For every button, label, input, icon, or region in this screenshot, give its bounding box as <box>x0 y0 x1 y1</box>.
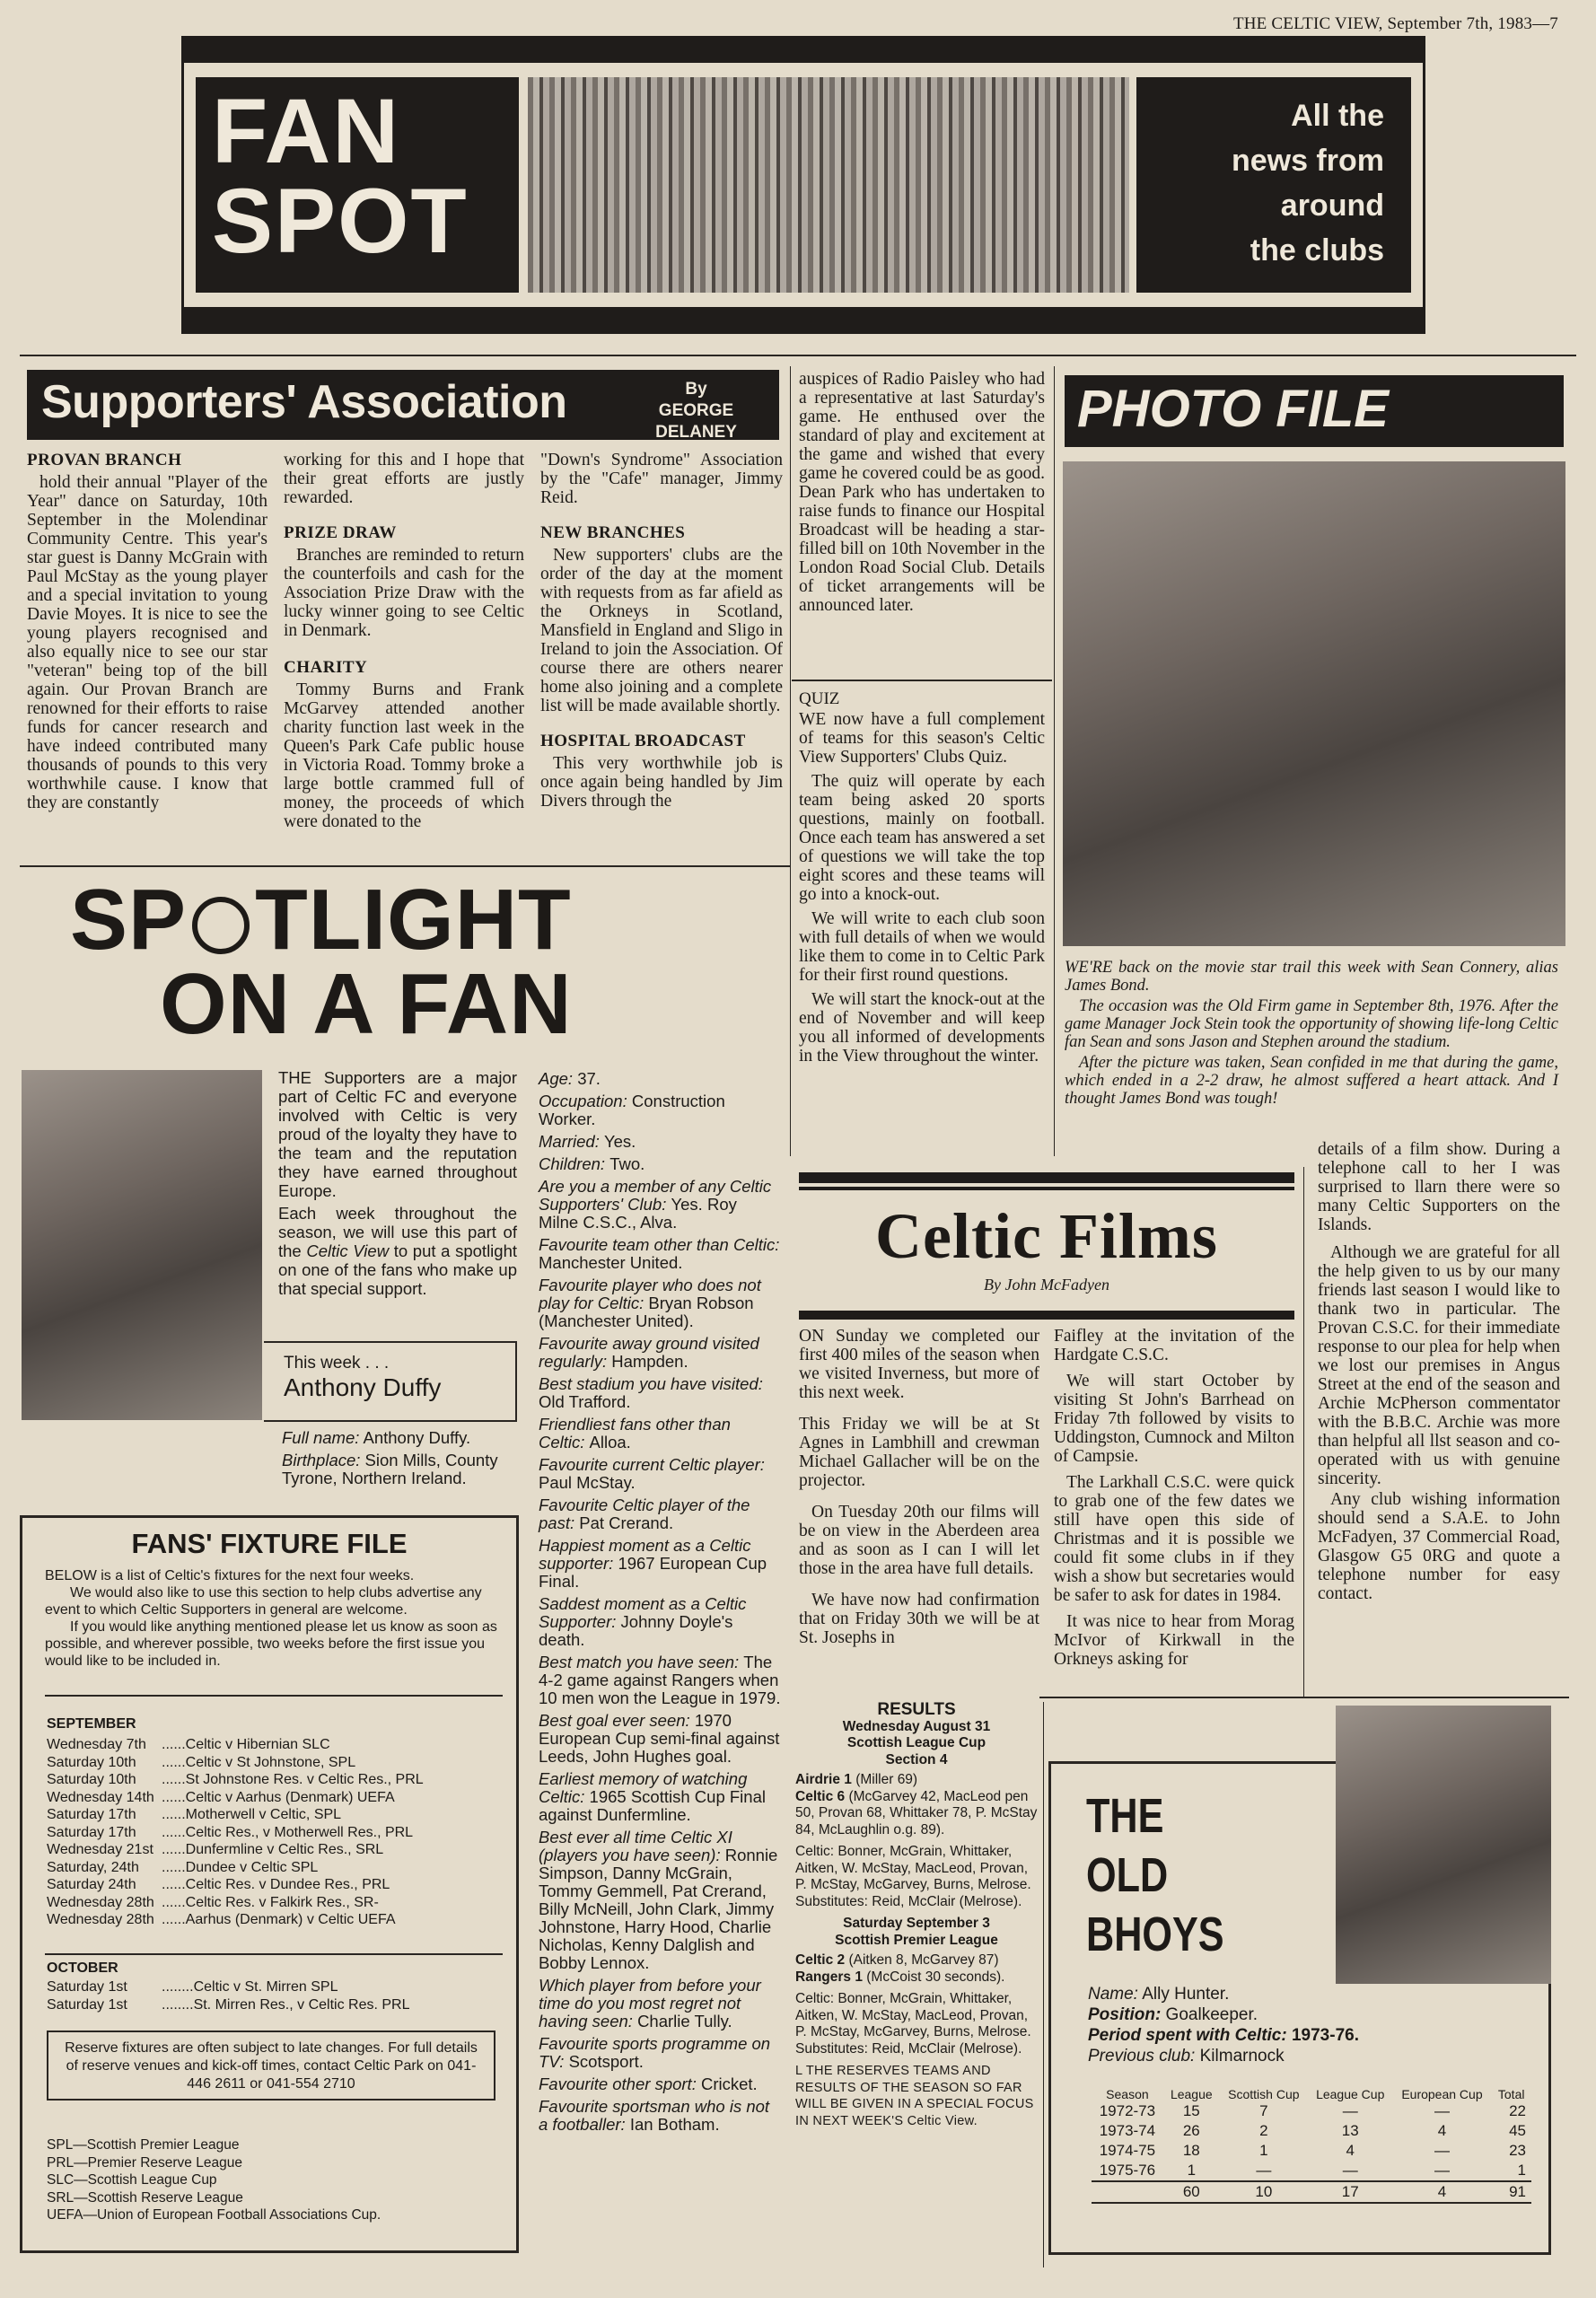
october-head: OCTOBER <box>47 1960 118 1976</box>
hospital-text: This very worthwhile job is once again being handled by Jim Divers through the <box>540 754 783 811</box>
table-row <box>1092 2161 1531 2181</box>
qa-item <box>539 1595 781 1649</box>
qa-question: Favourite current Celtic player: <box>539 1455 765 1474</box>
qa-question: Children: <box>539 1154 610 1173</box>
table-cell: 1 <box>1187 2162 1197 2179</box>
qa-item <box>539 1092 781 1128</box>
column-rule <box>1054 366 1055 1156</box>
qa-question: Favourite player who does not play for Celtic: <box>539 1276 761 1312</box>
qa-question: Favourite Celtic player of the past: <box>539 1495 750 1532</box>
quiz-rule <box>792 680 1052 681</box>
fixture-row <box>47 1841 504 1859</box>
fan-spot-logo <box>196 77 519 293</box>
fixture-date: Saturday 10th <box>47 1772 136 1787</box>
qa-answer: Scotsport. <box>568 2052 644 2071</box>
qa-answer: Paul McStay. <box>539 1473 636 1492</box>
table-header-row <box>1092 2088 1531 2101</box>
fixture-date: Saturday 17th <box>47 1807 136 1822</box>
table-cell: — <box>1434 2102 1450 2119</box>
qa-answer: Two. <box>609 1154 645 1173</box>
charity-text: Tommy Burns and Frank McGarvey attended another charity function last week in the Queen's Park Cafe public house in Victoria Road. Tommy broke a large bottle crammed full of money, the proceeds of which were donated to the <box>284 680 524 831</box>
table-header: European Cup <box>1401 2087 1483 2101</box>
quiz-head: QUIZ <box>799 689 840 708</box>
qa-item <box>539 1155 781 1173</box>
qa-answer: Pat Crerand. <box>579 1513 674 1532</box>
qa-answer: Johnny Doyle's death. <box>539 1612 733 1649</box>
table-header: Scottish Cup <box>1228 2087 1300 2101</box>
spotlight-lamp-icon <box>192 897 250 954</box>
table-cell: 1972-73 <box>1099 2102 1156 2119</box>
qa-answer: Ian Botham. <box>629 2115 720 2134</box>
qa-answer: 1967 European Cup Final. <box>539 1554 767 1591</box>
table-row <box>1092 2101 1531 2121</box>
qa-answer: 1970 European Cup semi-final against Leeds, John Hughes goal. <box>539 1711 780 1766</box>
qa-answer: Charlie Tully. <box>637 2012 732 2030</box>
table-header: Season <box>1106 2087 1149 2101</box>
qa-answer: Alloa. <box>589 1433 631 1452</box>
table-cell: — <box>1434 2162 1450 2179</box>
table-cell: 26 <box>1182 2122 1200 2139</box>
table-cell: — <box>1256 2162 1272 2179</box>
table-cell: 1 <box>1259 2142 1268 2159</box>
masthead-rule <box>20 355 1576 356</box>
table-cell: 23 <box>1509 2142 1526 2159</box>
qa-answer: Old Trafford. <box>539 1392 631 1411</box>
fixture-row <box>47 1806 504 1824</box>
qa-answer: The 4-2 game against Rangers when 10 men won the League in 1979. <box>539 1653 781 1707</box>
fixture-row <box>47 1978 504 1996</box>
table-cell: 2 <box>1259 2122 1268 2139</box>
column-rule <box>790 366 791 1156</box>
table-cell: — <box>1342 2162 1358 2179</box>
qa-item <box>539 1070 781 1088</box>
films-title: Celtic Films <box>875 1200 1218 1272</box>
qa-item <box>539 1496 781 1532</box>
prize-text: Branches are reminded to return the counterfoils and cash for the Association Prize Draw with the lucky winner going to see Celtic in Denmark. <box>284 546 524 640</box>
fixture-match: ......Celtic Res. v Dundee Res., PRL <box>162 1877 390 1892</box>
qa-answer: Cricket. <box>700 2074 758 2093</box>
results-section: RESULTS Wednesday August 31 Scottish League Cup Section 4 Airdrie 1 (Miller 69) Celtic 6 (McGarvey 42, MacLeod pen 50, Provan 68, Whittaker 78, P. McStay 84, McLaughlin o.g. 89). Celtic: Bonner, McGrain, Whittaker, Aitken, W. McStay, MacLeod, Provan, P. McStay, McGarvey, Burns, Melrose. Substitutes: Reid, McClair (Melrose). Saturday September 3 Scottish Premier League Celtic 2 (Aitken 8, McGarvey 87) Rangers 1 (McCoist 30 seconds). Celtic: Bonner, McGrain, Whittaker, Aitken, W. McStay, MacLeod, Provan, P. McStay, McGarvey, Burns, Melrose. Substitutes: Reid, McClair (Melrose). L THE RESERVES TEAMS AND RESULTS OF THE SEASON SO FAR WILL BE GIVEN IN A SPECIAL FOCUS IN NEXT WEEK'S Celtic View. <box>795 1700 1038 2128</box>
qa-item <box>539 1653 781 1707</box>
qa-item <box>539 1977 781 2030</box>
fixture-intro: BELOW is a list of Celtic's fixtures for the next four weeks. We would also like to use this section to help clubs advertise any event to which Celtic Supporters in general are welcome. If you would like anything mentioned please let us know as soon as possible, and wherever possible, two weeks before the first issue you would like to be included in. <box>45 1568 497 1669</box>
table-cell <box>1092 2181 1163 2203</box>
table-cell: — <box>1434 2142 1450 2159</box>
table-cell: 4 <box>1346 2142 1355 2159</box>
fixture-match: ......Celtic v Hibernian SLC <box>162 1737 330 1752</box>
supporters-byline: By GEORGE DELANEY <box>655 380 737 442</box>
qa-answer: 1965 Scottish Cup Final against Dunfermline. <box>539 1787 766 1824</box>
fixture-date: Wednesday 14th <box>47 1789 154 1805</box>
qa-item <box>539 1276 781 1330</box>
films-bottom-bar <box>799 1311 1294 1320</box>
fixture-row <box>47 1996 504 2014</box>
column-rule <box>1303 1167 1304 1697</box>
masthead-bottom-bar <box>181 307 1425 334</box>
supporters-col-1 <box>27 451 267 814</box>
fixture-date: Saturday 24th <box>47 1877 136 1892</box>
qa-item <box>539 1416 781 1452</box>
table-cell: 10 <box>1220 2181 1308 2203</box>
table-cell: 60 <box>1163 2181 1220 2203</box>
september-fixtures <box>47 1736 504 1929</box>
hospital-head: HOSPITAL BROADCAST <box>540 732 746 750</box>
qa-item <box>539 2035 781 2071</box>
qa-item <box>539 1537 781 1591</box>
fixture-match: ......Dundee v Celtic SPL <box>162 1859 319 1875</box>
table-total-row <box>1092 2181 1531 2203</box>
table-header: League <box>1170 2087 1213 2101</box>
fixture-row <box>47 1736 504 1754</box>
supporters-col-3: "Down's Syndrome" Association by the "Cafe" manager, Jimmy Reid. NEW BRANCHES New supporters' clubs are the order of the day at the moment with requests from as far afield as the Orkneys in Scotland, Mansfield in England and Sligo in Ireland to join the Association. Of course there are others nearer home also joining and a complete list will be made available shortly. HOSPITAL BROADCAST This very worthwhile job is once again being handled by Jim Divers through the <box>540 451 783 811</box>
fixture-rule <box>45 1953 503 1955</box>
fixture-date: Saturday, 24th <box>47 1859 139 1875</box>
fixture-date: Wednesday 28th <box>47 1894 154 1910</box>
films-byline: By John McFadyen <box>984 1276 1109 1294</box>
fixture-match: ........Celtic v St. Mirren SPL <box>162 1979 338 1995</box>
fixture-date: Saturday 10th <box>47 1754 136 1770</box>
qa-question: Favourite team other than Celtic: <box>539 1235 780 1254</box>
table-header: Total <box>1497 2087 1525 2101</box>
provan-head: PROVAN BRANCH <box>27 451 182 469</box>
masthead-top-bar <box>181 36 1425 63</box>
fixture-match: ......Celtic v St Johnstone, SPL <box>162 1754 356 1770</box>
qa-question: Favourite other sport: <box>539 2074 701 2093</box>
fixture-row <box>47 1771 504 1789</box>
films-col-3: details of a film show. During a telephone call to her I was surprised to llarn there were so many Celtic Supporters on the Islands. Although we are grateful for all the help given to us by our many friends last season I would like to thank two in particular. The Provan C.S.C. for their immediate response to our plea for help when we lost our premises in Angus Street at the end of the season and Archie McPherson commentator with the B.B.C. Archie was more than helpful all llst season and co-operated with us with genuine sincerity. Any club wishing information should send a S.A.E. to John McFadyen, 37 Commercial Road, Glasgow G5 0RG and quote a telephone number for easy contact. <box>1318 1140 1560 1603</box>
supporters-col-4: auspices of Radio Paisley who had a representative at last Saturday's game. He enthused over the standard of play and excitement at the game and wished that every game he covered could be as good. Dean Park who has undertaken to raise funds to finance our Hospital Broadcast will be heading a star-filled bill on 10th November in the London Road Social Club. Details of ticket arrangements will be announced later. <box>799 370 1045 615</box>
qa-question: Friendliest fans other than Celtic: <box>539 1415 731 1452</box>
qa-item <box>539 1770 781 1824</box>
fan-portrait-photo <box>22 1070 262 1420</box>
qa-question: Best match you have seen: <box>539 1653 744 1671</box>
table-row <box>1092 2121 1531 2141</box>
spotlight-qa <box>539 1070 781 2138</box>
fixture-date: Saturday 17th <box>47 1824 136 1840</box>
qa-question: Best ever all time Celtic XI (players you have seen): <box>539 1828 732 1864</box>
qa-question: Favourite away ground visited regularly: <box>539 1334 759 1371</box>
qa-item <box>539 1375 781 1411</box>
qa-question: Best goal ever seen: <box>539 1711 695 1730</box>
fixture-match: ......Aarhus (Denmark) v Celtic UEFA <box>162 1912 396 1927</box>
table-cell: 4 <box>1393 2181 1492 2203</box>
table-cell: 1974-75 <box>1099 2142 1156 2159</box>
fixture-row <box>47 1859 504 1877</box>
old-bhoys-title: THE OLD BHOYS <box>1086 1789 1224 1961</box>
qa-answer: 37. <box>577 1069 601 1088</box>
fixture-row <box>47 1824 504 1842</box>
spotlight-title: SP TLIGHT ON A FAN <box>70 872 573 1052</box>
supporters-bottom-rule <box>20 865 790 867</box>
reserve-note: Reserve fixtures are often subject to late changes. For full details of reserve venues and kick-off times, contact Celtic Park on 041-446 2611 or 041-554 2710 <box>47 2030 495 2101</box>
crowd-photo <box>528 77 1129 293</box>
this-week-box: This week . . . Anthony Duffy <box>264 1341 517 1422</box>
qa-answer: Ronnie Simpson, Danny McGrain, Tommy Gemmell, Pat Crerand, Billy McNeill, John Clark, Jimmy Johnstone, Harry Hood, Charlie Nicholas, Kenny Dalglish and Bobby Lennox. <box>539 1846 778 1972</box>
connery-stein-photo <box>1063 461 1565 946</box>
old-bhoys-stats-table <box>1092 2088 1531 2204</box>
qa-item <box>539 1335 781 1371</box>
qa-question: Best stadium you have visited: <box>539 1374 763 1393</box>
provan-text: hold their annual "Player of the Year" dance on Saturday, 10th September in the Molendinar Community Centre. This year's star guest is Danny McGrain with Paul McStay as the young player and a special invitation to young Davie Moyes. It is nice to see the young players recognised and also equally nice to see our star "veteran" being top of the bill again. Our Provan Branch are renowned for their efforts to raise funds for cancer research and have indeed contributed many thousands of pounds to this very worthwhile cause. I know that they are constantly <box>27 473 267 812</box>
fixture-match: ......Celtic Res. v Falkirk Res., SR- <box>162 1894 379 1910</box>
supporters-association-banner <box>27 370 779 440</box>
table-header: League Cup <box>1316 2087 1385 2101</box>
qa-question: Favourite sportsman who is not a footballer: <box>539 2097 770 2134</box>
qa-item <box>539 2098 781 2134</box>
old-bhoys-details: Name: Ally Hunter. Position: Goalkeeper. Period spent with Celtic: 1973-76. Previous club: Kilmarnock <box>1088 1985 1359 2066</box>
september-head: SEPTEMBER <box>47 1716 136 1732</box>
masthead-tagline: All the news from around the clubs <box>1136 77 1411 293</box>
fixture-row <box>47 1789 504 1807</box>
table-cell: 18 <box>1182 2142 1200 2159</box>
table-row <box>1092 2141 1531 2161</box>
table-cell: 1973-74 <box>1099 2122 1156 2139</box>
fixture-date: Wednesday 21st <box>47 1842 153 1857</box>
fixture-match: ......St Johnstone Res. v Celtic Res., PRL <box>162 1772 424 1787</box>
fixture-rule <box>45 1695 503 1697</box>
qa-item <box>539 1456 781 1492</box>
qa-question: Occupation: <box>539 1092 632 1110</box>
supporters-col-2: working for this and I hope that their great efforts are justly rewarded. PRIZE DRAW Branches are reminded to return the counterfoils and cash for the Association Prize Draw with the lucky winner going to see Celtic in Denmark. CHARITY Tommy Burns and Frank McGarvey attended another charity function last week in the Queen's Park Cafe public house in Victoria Road. Tommy broke a large bottle crammed full of money, the proceeds of which were donated to the <box>284 451 524 831</box>
fan-name: Anthony Duffy <box>284 1373 442 1401</box>
charity-head: CHARITY <box>284 658 368 677</box>
results-title: RESULTS <box>877 1700 956 1719</box>
qa-question: Are you a member of any Celtic Supporters' Club: <box>539 1177 772 1214</box>
column-rule <box>1043 1702 1044 2267</box>
table-cell: 22 <box>1509 2102 1526 2119</box>
fixture-date: Wednesday 7th <box>47 1737 146 1752</box>
films-header <box>799 1183 1294 1309</box>
films-bottom-rule <box>1039 1697 1569 1698</box>
films-col-1: ON Sunday we completed our first 400 miles of the season when we visited Inverness, but more of this next week. This Friday we will be at St Agnes in Lambhill and crewman Michael Gallacher will be on the projector. On Tuesday 20th our films will be on view in the Aberdeen area and as soon as I can I will let those in the area have full details. We have now had confirmation that on Friday 30th we will be at St. Josephs in <box>799 1327 1039 1647</box>
october-fixtures <box>47 1978 504 2013</box>
qa-item <box>539 1178 781 1232</box>
table-cell: 91 <box>1491 2181 1531 2203</box>
table-cell: 15 <box>1182 2102 1200 2119</box>
qa-item <box>539 1236 781 1272</box>
fixture-date: Saturday 1st <box>47 1996 127 2013</box>
table-cell: 1 <box>1517 2162 1526 2179</box>
qa-answer: Hampden. <box>611 1352 688 1371</box>
qa-question: Saddest moment as a Celtic Supporter: <box>539 1594 747 1631</box>
qa-question: Married: <box>539 1132 604 1151</box>
page-folio: THE CELTIC VIEW, September 7th, 1983—7 <box>1232 14 1558 33</box>
qa-question: Which player from before your time do you most regret not having seen: <box>539 1976 761 2030</box>
photo-file-banner: PHOTO FILE <box>1065 375 1564 447</box>
fixture-match: ......Dunfermline v Celtic Res., SRL <box>162 1842 384 1857</box>
fan-word: FAN <box>212 80 400 182</box>
films-top-bar <box>799 1172 1294 1183</box>
fixture-date: Saturday 1st <box>47 1979 127 1995</box>
qa-question: Happiest moment as a Celtic supporter: <box>539 1536 751 1573</box>
table-cell: 4 <box>1437 2122 1447 2139</box>
fixture-legend: SPL—Scottish Premier League PRL—Premier Reserve League SLC—Scottish League Cup SRL—Scottish Reserve League UEFA—Union of European Football Associations Cup. <box>47 2137 381 2223</box>
fixture-title: FANS' FIXTURE FILE <box>131 1528 408 1559</box>
quiz-section: QUIZ WE now have a full complement of teams for this season's Celtic View Supporters' Clubs Quiz. The quiz will operate by each team being asked 20 sports questions, mainly on football. Once each team has answered a set of questions we will take the top eight scores and these teams will go into a knock-out. We will write to each club soon with full details of when we would like them to come in to Celtic Park for their first round questions. We will start the knock-out at the end of November and will keep you all informed of developments in the View throughout the winter. <box>799 689 1045 1066</box>
table-cell: 1975-76 <box>1099 2162 1156 2179</box>
qa-answer: Bryan Robson (Manchester United). <box>539 1294 754 1330</box>
fixture-match: ......Celtic v Aarhus (Denmark) UEFA <box>162 1789 395 1805</box>
spot-word: SPOT <box>212 170 469 272</box>
prize-head: PRIZE DRAW <box>284 523 397 542</box>
qa-item <box>539 1712 781 1766</box>
table-cell: — <box>1342 2102 1358 2119</box>
qa-answer: Construction Worker. <box>539 1092 725 1128</box>
qa-item <box>539 2075 781 2093</box>
table-cell: 13 <box>1341 2122 1359 2139</box>
fixture-match: ......Celtic Res., v Motherwell Res., PRL <box>162 1824 414 1840</box>
films-col-2: Faifley at the invitation of the Hardgate C.S.C. We will start October by visiting St John's Barrhead on Friday 7th followed by visits to Uddingston, Cumnock and Milton of Campsie. The Larkhall C.S.C. were quick to grab one of the few dates we still have open this side of Christmas and it is possible we could fit some clubs in if they wish a show but secretaries would be safer to ask for dates in 1984. It was nice to hear from Morag McIvor of Kirkwall in the Orkneys asking for <box>1054 1327 1294 1669</box>
qa-question: Favourite sports programme on TV: <box>539 2034 771 2071</box>
fixture-row <box>47 1894 504 1912</box>
fixture-match: ......Motherwell v Celtic, SPL <box>162 1807 342 1822</box>
photo-file-caption: WE'RE back on the movie star trail this week with Sean Connery, alias James Bond. The occasion was the Old Firm game in September 8th, 1976. After the game Manager Jock Stein took the opportunity of showing life-long Celtic fan Sean and sons Jason and Stephen around the stadium. After the picture was taken, Sean confided in me that during the game, which ended in a 2-2 draw, he almost suffered a heart attack. And I thought James Bond was tough! <box>1065 959 1558 1108</box>
qa-answer: Yes. Roy Milne C.S.C., Alva. <box>539 1195 737 1232</box>
spotlight-qa-left: Full name: Anthony Duffy. Birthplace: Sion Mills, County Tyrone, Northern Ireland. <box>282 1428 498 1487</box>
table-cell: 17 <box>1308 2181 1393 2203</box>
qa-answer: Yes. <box>604 1132 636 1151</box>
fixture-row <box>47 1911 504 1929</box>
spotlight-intro: THE Supporters are a major part of Celtic FC and everyone involved with Celtic is very proud of the loyalty they have to the team and the reputation they have earned throughout Europe. Each week throughout the season, we will use this part of the Celtic View to put a spotlight on one of the fans who make up that special support. <box>278 1068 518 1298</box>
qa-answer: Manchester United. <box>539 1253 683 1272</box>
fixture-row <box>47 1876 504 1894</box>
new-branches-head: NEW BRANCHES <box>540 523 686 542</box>
fixture-row <box>47 1754 504 1772</box>
qa-item <box>539 1133 781 1151</box>
table-cell: 45 <box>1509 2122 1526 2139</box>
supporters-title: Supporters' Association <box>41 376 567 428</box>
fixture-match: ........St. Mirren Res., v Celtic Res. PRL <box>162 1996 410 2013</box>
qa-item <box>539 1829 781 1972</box>
qa-question: Age: <box>539 1069 578 1088</box>
qa-question: Earliest memory of watching Celtic: <box>539 1769 748 1806</box>
new-branches-text: New supporters' clubs are the order of the day at the moment with requests from as far afield as the Orkneys in Scotland, Mansfield in England and Sligo in Ireland to join the Association. Of course there are others nearer home also joining and a complete list will be made available shortly. <box>540 546 783 715</box>
fixture-date: Wednesday 28th <box>47 1912 154 1927</box>
table-cell: 7 <box>1259 2102 1268 2119</box>
ally-hunter-photo <box>1336 1706 1551 1984</box>
